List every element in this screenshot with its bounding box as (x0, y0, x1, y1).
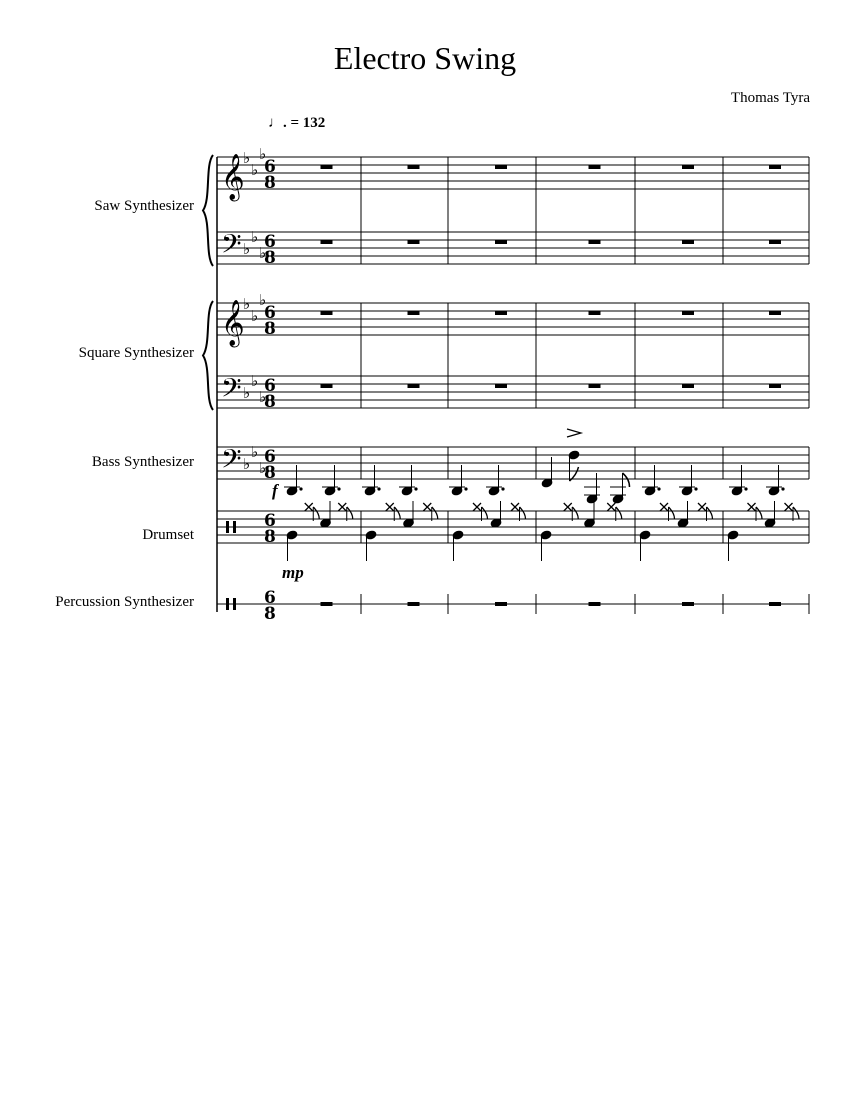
flat-icon: ♭ (259, 145, 267, 163)
percussion-clef-icon (233, 521, 236, 533)
bass-clef-icon: 𝄢 (221, 228, 242, 266)
flat-icon: ♭ (251, 307, 259, 325)
time-signature-bottom: 8 (264, 392, 276, 412)
instrument-label-saw: Saw Synthesizer (94, 198, 194, 214)
treble-clef-icon: 𝄞 (221, 154, 245, 200)
note-flag (707, 507, 713, 519)
dynamic-forte: f (272, 481, 278, 500)
measure-rest (495, 240, 507, 244)
note-flag (347, 507, 353, 519)
measure-rest (408, 165, 420, 169)
note-flag (482, 507, 488, 519)
measure-rest (321, 602, 333, 606)
measure-rest (408, 602, 420, 606)
measure-rest (682, 602, 694, 606)
brace-square (203, 301, 213, 410)
bass-clef-icon: 𝄢 (221, 443, 242, 481)
measure-rest (321, 311, 333, 315)
flat-icon: ♭ (243, 149, 251, 167)
measure-rest (682, 165, 694, 169)
flat-icon: ♭ (251, 161, 259, 179)
time-signature-top: 6 (264, 588, 276, 608)
flat-icon: ♭ (243, 240, 251, 258)
tempo-bpm: = 132 (290, 115, 326, 131)
measure-rest (589, 240, 601, 244)
time-signature-top: 6 (264, 232, 276, 252)
measure-rest (589, 311, 601, 315)
augmentation-dot (744, 487, 747, 490)
measure-rest (495, 165, 507, 169)
measure-rest (408, 311, 420, 315)
note-flag (394, 507, 400, 519)
measure-rest (682, 240, 694, 244)
flat-icon: ♭ (259, 291, 267, 309)
time-signature-top: 6 (264, 376, 276, 396)
measure-rest (682, 311, 694, 315)
measure-rest (769, 240, 781, 244)
instrument-label-square: Square Synthesizer (78, 345, 194, 361)
dotted-quarter-note-icon: ♩. (268, 115, 287, 131)
flat-icon: ♭ (259, 388, 267, 406)
time-signature-bottom: 8 (264, 173, 276, 193)
measure-rest (495, 384, 507, 388)
augmentation-dot (657, 487, 660, 490)
note-flag (623, 473, 630, 487)
time-signature-bottom: 8 (264, 248, 276, 268)
brace-saw (203, 155, 213, 266)
flat-icon: ♭ (259, 459, 267, 477)
augmentation-dot (377, 487, 380, 490)
percussion-clef-icon (233, 598, 236, 610)
flat-icon: ♭ (259, 244, 267, 262)
measure-rest (769, 311, 781, 315)
note-flag (756, 507, 762, 519)
treble-clef-icon: 𝄞 (221, 300, 245, 346)
time-signature-bottom: 8 (264, 463, 276, 483)
augmentation-dot (299, 487, 302, 490)
percussion-clef-icon (226, 521, 229, 533)
note-flag (313, 507, 319, 519)
flat-icon: ♭ (251, 443, 259, 461)
augmentation-dot (464, 487, 467, 490)
measure-rest (321, 165, 333, 169)
augmentation-dot (694, 487, 697, 490)
time-signature-top: 6 (264, 157, 276, 177)
dynamic-mezzo-piano: mp (282, 563, 304, 582)
instrument-label-bass: Bass Synthesizer (91, 454, 194, 470)
note-flag (432, 507, 438, 519)
measure-rest (769, 602, 781, 606)
measure-rest (769, 165, 781, 169)
measure-rest (495, 602, 507, 606)
measure-rest (321, 240, 333, 244)
measure-rest (589, 602, 601, 606)
accent-mark (567, 429, 581, 437)
score-title: Electro Swing (333, 40, 517, 76)
augmentation-dot (337, 487, 340, 490)
measure-rest (321, 384, 333, 388)
time-signature-bottom: 8 (264, 527, 276, 547)
measure-rest (769, 384, 781, 388)
measure-rest (495, 311, 507, 315)
time-signature-top: 6 (264, 303, 276, 323)
augmentation-dot (781, 487, 784, 490)
time-signature-top: 6 (264, 447, 276, 467)
flat-icon: ♭ (243, 455, 251, 473)
instrument-label-drumset: Drumset (142, 527, 194, 543)
note-flag (616, 507, 622, 519)
time-signature-bottom: 8 (264, 604, 276, 624)
note-flag (520, 507, 526, 519)
instrument-label-percussion: Percussion Synthesizer (55, 594, 194, 610)
measure-rest (408, 384, 420, 388)
flat-icon: ♭ (243, 295, 251, 313)
flat-icon: ♭ (251, 372, 259, 390)
measure-rest (682, 384, 694, 388)
measure-rest (589, 384, 601, 388)
composer-name: Thomas Tyra (730, 90, 810, 106)
time-signature-bottom: 8 (264, 319, 276, 339)
bass-clef-icon: 𝄢 (221, 372, 242, 410)
percussion-clef-icon (226, 598, 229, 610)
time-signature-top: 6 (264, 511, 276, 531)
flat-icon: ♭ (251, 228, 259, 246)
note-flag (669, 507, 675, 519)
measure-rest (408, 240, 420, 244)
flat-icon: ♭ (243, 384, 251, 402)
note-flag (572, 507, 578, 519)
note-flag (793, 507, 799, 519)
measure-rest (589, 165, 601, 169)
augmentation-dot (414, 487, 417, 490)
augmentation-dot (501, 487, 504, 490)
